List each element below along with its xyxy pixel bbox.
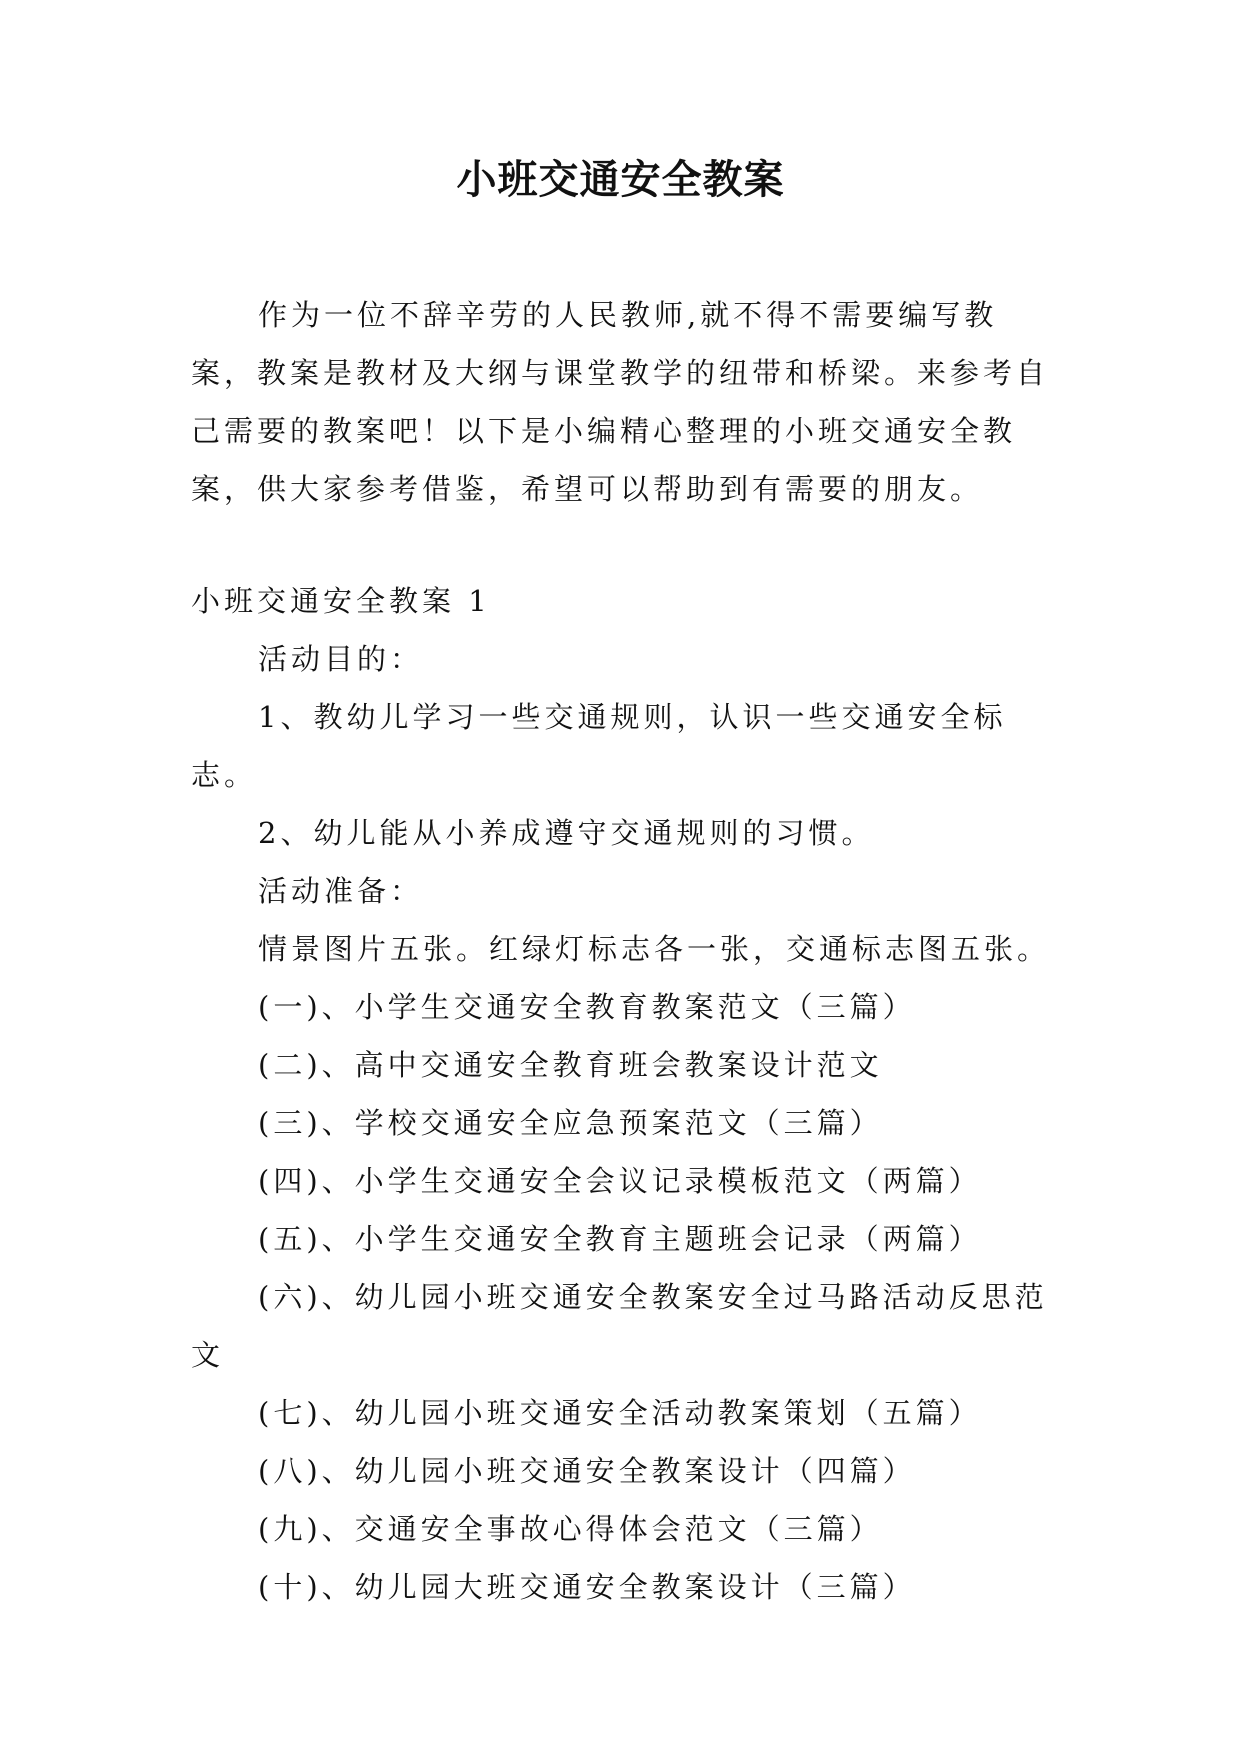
list-item-7: (七)、幼儿园小班交通安全活动教案策划（五篇） bbox=[258, 1396, 982, 1430]
list-item-5: (五)、小学生交通安全教育主题班会记录（两篇） bbox=[258, 1222, 982, 1256]
line-activity-goal-heading: 活动目的： bbox=[258, 642, 424, 676]
list-item-4: (四)、小学生交通安全会议记录模板范文（两篇） bbox=[258, 1164, 982, 1198]
section-heading: 小班交通安全教案 1 bbox=[191, 584, 491, 618]
line-prep-materials: 情景图片五张。红绿灯标志各一张，交通标志图五张。 bbox=[258, 932, 1051, 966]
document-body bbox=[191, 286, 1061, 1616]
document-title: 小班交通安全教案 bbox=[456, 156, 785, 203]
line-goal-1: 1、教幼儿学习一些交通规则，认识一些交通安全标志。 bbox=[191, 700, 1007, 792]
list-item-1: (一)、小学生交通安全教育教案范文（三篇） bbox=[258, 990, 916, 1024]
intro-paragraph: 作为一位不辞辛劳的人民教师,就不得不需要编写教案，教案是教材及大纲与课堂教学的纽带和桥梁。来参考自己需要的教案吧！以下是小编精心整理的小班交通安全教案，供大家参考借鉴，希望可以帮助到有需要的朋友。 bbox=[191, 298, 1050, 506]
list-item-3: (三)、学校交通安全应急预案范文（三篇） bbox=[258, 1106, 883, 1140]
list-item-10: (十)、幼儿园大班交通安全教案设计（三篇） bbox=[258, 1570, 916, 1604]
line-goal-2: 2、幼儿能从小养成遵守交通规则的习惯。 bbox=[258, 816, 875, 850]
list-item-9: (九)、交通安全事故心得体会范文（三篇） bbox=[258, 1512, 883, 1546]
list-item-8: (八)、幼儿园小班交通安全教案设计（四篇） bbox=[258, 1454, 916, 1488]
line-activity-prep-heading: 活动准备： bbox=[258, 874, 424, 908]
list-item-6: (六)、幼儿园小班交通安全教案安全过马路活动反思范文 bbox=[191, 1280, 1048, 1372]
list-item-2: (二)、高中交通安全教育班会教案设计范文 bbox=[258, 1048, 883, 1082]
